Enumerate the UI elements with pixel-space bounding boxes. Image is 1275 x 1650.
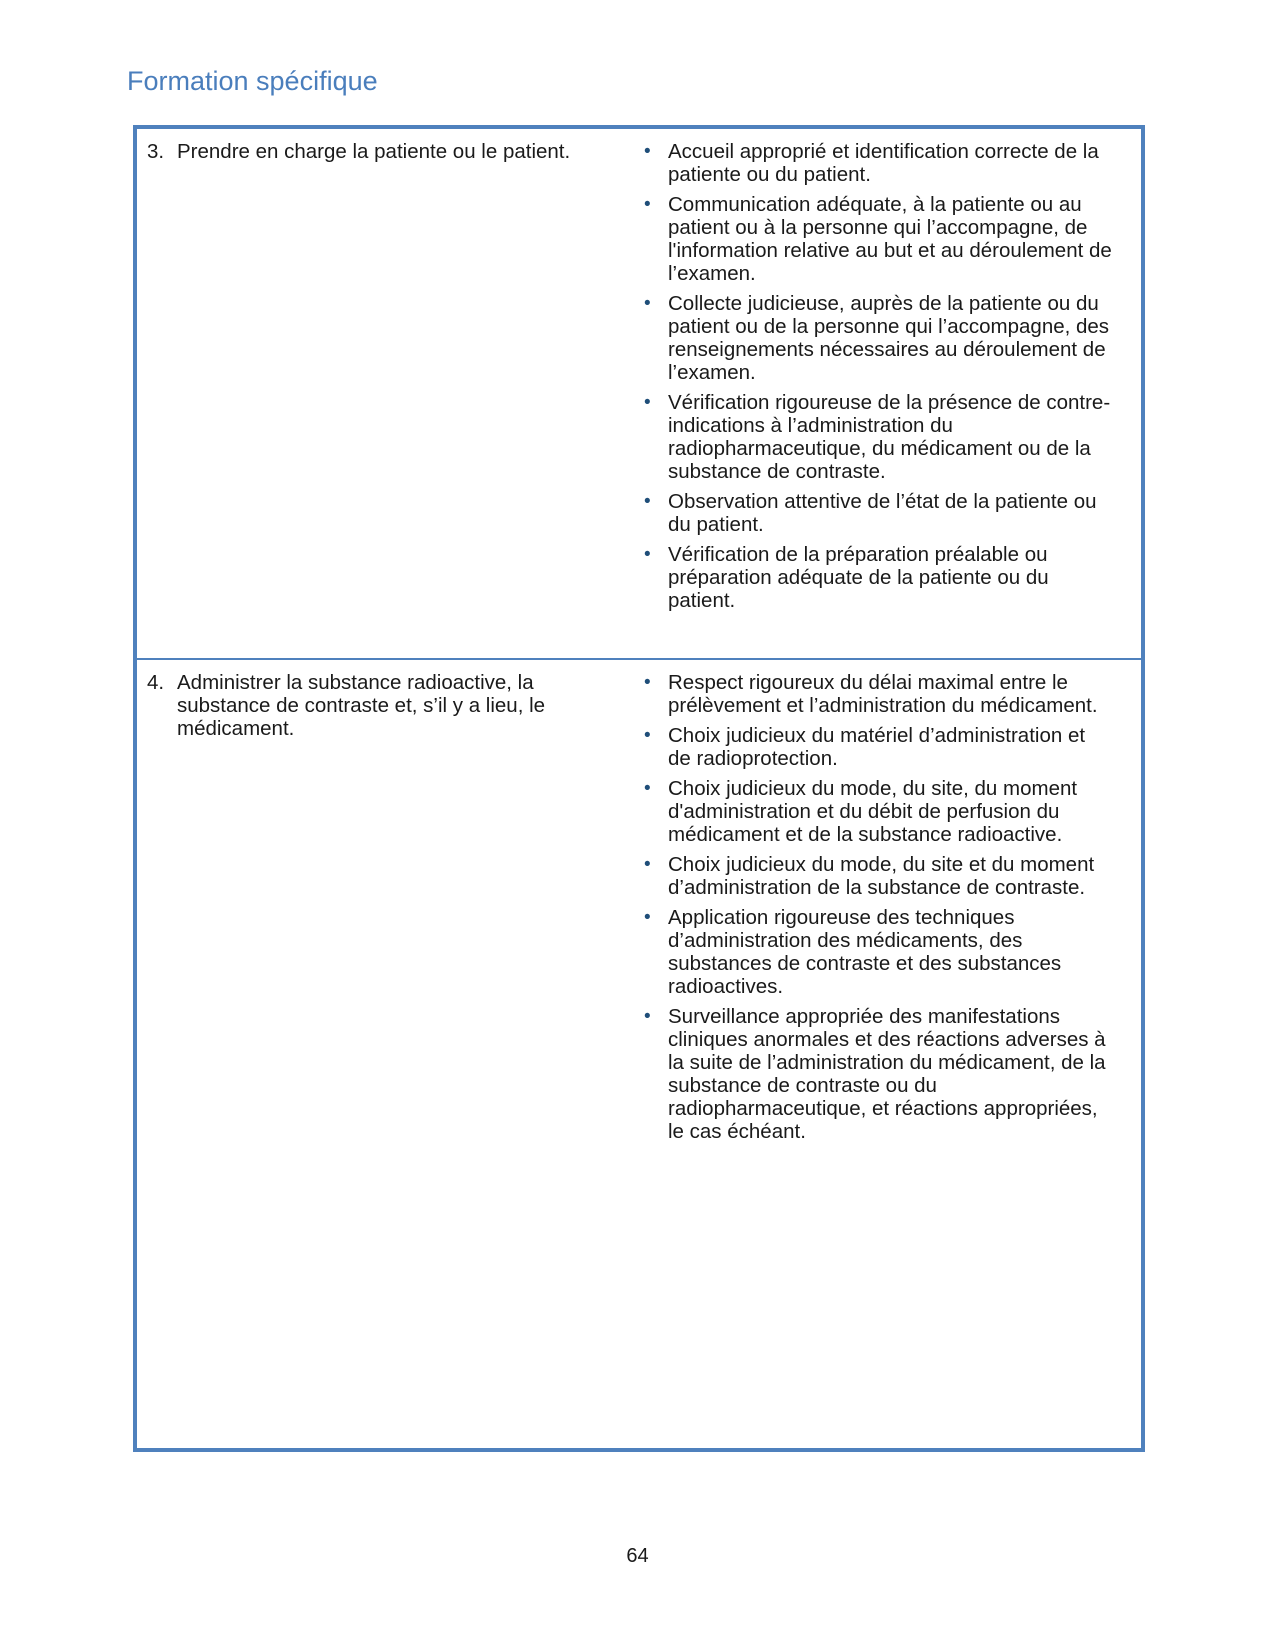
item-number: 3. (147, 140, 165, 163)
bullet-text: Vérification rigoureuse de la présence de contre-indications à l’administration du radiopharmaceutique, du médicament ou de la substance de contraste. (668, 391, 1111, 483)
list-item (637, 906, 1113, 998)
list-item (637, 1005, 1113, 1143)
list-item (637, 671, 1113, 717)
bullet-text: Choix judicieux du mode, du site, du moment d'administration et du débit de perfusion du médicament et de la substance radioactive. (668, 777, 1078, 846)
competency-cell (137, 129, 637, 658)
bullet-text: Collecte judicieuse, auprès de la patiente ou du patient ou de la personne qui l’accompagne, des renseignements nécessaires au déroulement de l’examen. (668, 292, 1110, 384)
bullet-text: Observation attentive de l’état de la patiente ou du patient. (668, 490, 1097, 536)
page-number: 64 (626, 1545, 649, 1567)
bullet-text: Vérification de la préparation préalable ou préparation adéquate de la patiente ou du patient. (668, 543, 1049, 612)
list-item (637, 292, 1113, 384)
bullet-icon: • (644, 293, 651, 314)
bullet-text: Choix judicieux du mode, du site et du moment d’administration de la substance de contraste. (668, 853, 1095, 899)
list-item (637, 853, 1113, 899)
criteria-cell (637, 129, 1141, 658)
item-number: 4. (147, 671, 165, 694)
page-title: Formation spécifique (127, 66, 378, 96)
criteria-cell (637, 660, 1141, 1448)
bullet-icon: • (644, 544, 651, 565)
bullet-icon: • (644, 194, 651, 215)
bullet-text: Communication adéquate, à la patiente ou au patient ou à la personne qui l’accompagne, de l'information relative au but et au déroulement de l’examen. (668, 193, 1112, 285)
bullet-icon: • (644, 854, 651, 875)
bullet-icon: • (644, 491, 651, 512)
competency-table (133, 125, 1145, 1452)
bullet-icon: • (644, 907, 651, 928)
table-row (137, 660, 1141, 1448)
list-item (637, 543, 1113, 612)
bullet-icon: • (644, 392, 651, 413)
bullet-icon: • (644, 672, 651, 693)
bullet-icon: • (644, 141, 651, 162)
bullet-text: Choix judicieux du matériel d’administration et de radioprotection. (668, 724, 1086, 770)
list-item (637, 140, 1113, 186)
table-row (137, 129, 1141, 660)
competency-item (147, 140, 615, 163)
bullet-icon: • (644, 778, 651, 799)
list-item (637, 490, 1113, 536)
list-item (637, 777, 1113, 846)
bullet-icon: • (644, 725, 651, 746)
bullet-text: Accueil approprié et identification correcte de la patiente ou du patient. (668, 140, 1099, 186)
item-title: Administrer la substance radioactive, la substance de contraste et, s’il y a lieu, le médicament. (177, 671, 546, 740)
list-item (637, 391, 1113, 483)
bullet-text: Surveillance appropriée des manifestations cliniques anormales et des réactions adverses à la suite de l’administration du médicament, de la substance de contraste ou du radiopharmaceutique, et réactions appropriées, le cas échéant. (668, 1005, 1106, 1143)
bullet-icon: • (644, 1006, 651, 1027)
competency-item (147, 671, 615, 740)
bullet-text: Application rigoureuse des techniques d’administration des médicaments, des substances de contraste et des substances radioactives. (668, 906, 1062, 998)
list-item (637, 724, 1113, 770)
list-item (637, 193, 1113, 285)
item-title: Prendre en charge la patiente ou le patient. (177, 140, 571, 163)
competency-cell (137, 660, 637, 1448)
bullet-text: Respect rigoureux du délai maximal entre le prélèvement et l’administration du médicament. (668, 671, 1098, 717)
